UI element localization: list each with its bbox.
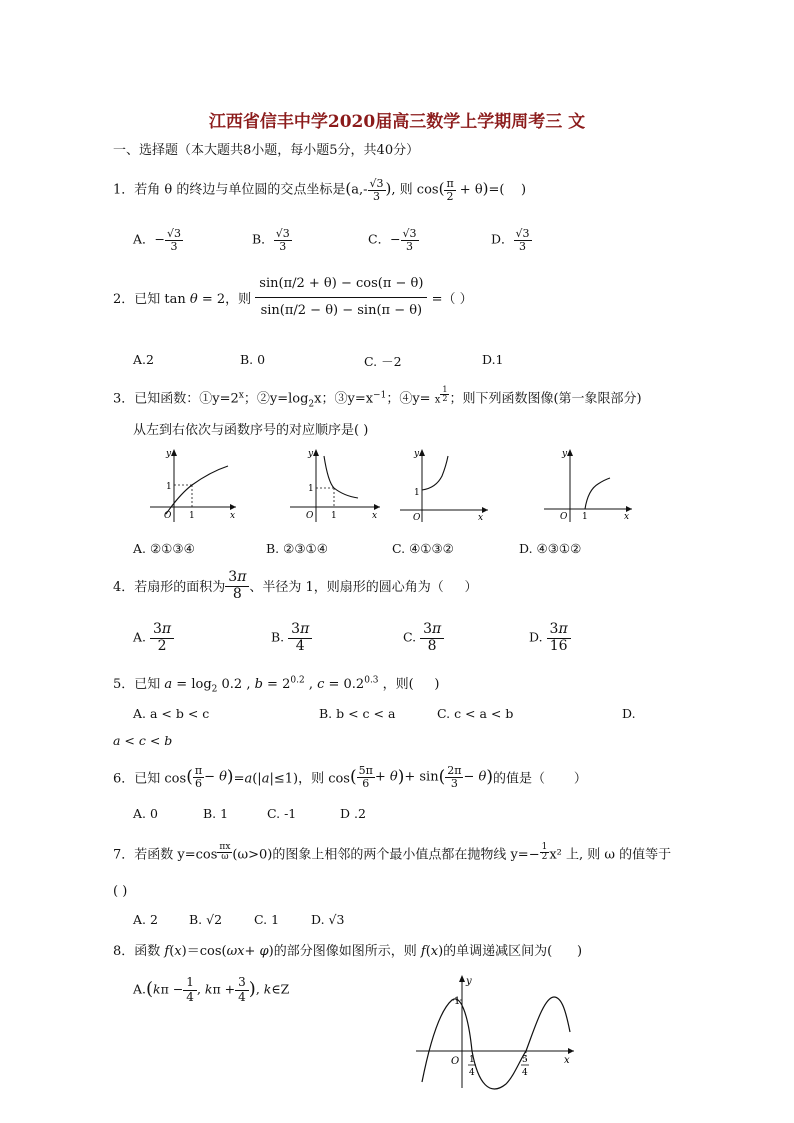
- q7-option-a[interactable]: A. 2: [133, 912, 158, 927]
- q2-option-b[interactable]: B. 0: [240, 352, 266, 367]
- svg-text:1: 1: [414, 488, 420, 498]
- svg-text:y: y: [166, 449, 172, 459]
- question-7: 7．若函数 y=cos $\frac{\pi x}{\omega}$ (ω>0)的图象上相邻的两个最小值点都在抛物线 y=− $\frac{1}{2}$ x² 上, 则 ω 的值等于: [113, 842, 672, 863]
- section-header: 一、选择题（本大题共8小题，每小题5分，共40分）: [113, 143, 420, 158]
- q2-option-d[interactable]: D.1: [482, 352, 504, 367]
- svg-text:O: O: [560, 512, 568, 522]
- svg-text:1: 1: [331, 511, 337, 521]
- q8-graph: [412, 972, 578, 1090]
- svg-text:x: x: [372, 511, 378, 521]
- q2-option-c[interactable]: C. －2: [364, 354, 402, 369]
- q7-option-d[interactable]: D. √3: [311, 912, 345, 927]
- svg-text:4: 4: [522, 1068, 528, 1078]
- q6-option-a[interactable]: A. 0: [133, 806, 158, 821]
- q1-option-a[interactable]: A．− $\frac{√3}{3}$: [133, 227, 182, 253]
- q3-graph-3: [396, 446, 492, 524]
- question-5: 5．已知 $a = \log_2 0.2$ , $b = 2^{0.2}$ , $c = 0.2^{0.3}$ ，则( ): [113, 675, 440, 695]
- svg-text:1: 1: [166, 482, 172, 492]
- q1-option-c[interactable]: C．− $\frac{√3}{3}$: [368, 227, 417, 253]
- svg-text:1: 1: [469, 1055, 475, 1065]
- q6-option-d[interactable]: D .2: [340, 806, 366, 821]
- q1-coord: (: [345, 179, 352, 198]
- svg-text:O: O: [451, 1056, 460, 1067]
- frac-sqrt3-over-3: $\frac{√3}{3}$: [369, 177, 384, 203]
- q3-option-d[interactable]: D. ④③①②: [519, 541, 582, 556]
- q4-option-c[interactable]: C. $\frac{3\pi}{8}$: [403, 621, 444, 653]
- q1-option-d[interactable]: D． $\frac{√3}{3}$: [491, 227, 530, 253]
- q5-option-d[interactable]: D.: [622, 706, 636, 721]
- q3-option-c[interactable]: C. ④①③②: [392, 541, 454, 556]
- q5-option-b[interactable]: B. b < c < a: [319, 706, 396, 721]
- q6-option-b[interactable]: B. 1: [203, 806, 229, 821]
- page-title: 江西省信丰中学2020届高三数学上学期周考三 文: [208, 112, 586, 132]
- svg-text:x: x: [478, 513, 484, 523]
- q5-option-d-value: a < c < b: [113, 733, 173, 748]
- q3-graph-2: [286, 446, 386, 524]
- svg-text:O: O: [413, 513, 421, 523]
- q4-option-a[interactable]: A. $\frac{3\pi}{2}$: [133, 621, 174, 653]
- q2-option-a[interactable]: A.2: [133, 352, 154, 367]
- svg-text:O: O: [306, 511, 314, 521]
- q4-option-d[interactable]: D. $\frac{3\pi}{16}$: [529, 621, 571, 653]
- svg-text:1: 1: [454, 996, 461, 1007]
- q4-option-b[interactable]: B. $\frac{3\pi}{4}$: [271, 621, 312, 653]
- svg-text:1: 1: [189, 511, 195, 521]
- q5-option-c[interactable]: C. c < a < b: [437, 706, 514, 721]
- question-3-line2: 从左到右依次与函数序号的对应顺序是( ): [133, 423, 369, 438]
- q3-option-a[interactable]: A. ②①③④: [133, 541, 195, 556]
- q7-option-b[interactable]: B. √2: [189, 912, 223, 927]
- svg-text:1: 1: [308, 484, 314, 494]
- question-2: 2．已知 tan θ = 2，则 $\frac{\sin(\pi/2 + \theta) - \cos(\pi - \theta)}{\sin(\pi/2 - \theta) - \sin(\pi - \theta)}$ =（ ）: [113, 276, 473, 318]
- svg-text:y: y: [562, 449, 568, 459]
- question-7-line2: ( ): [113, 884, 128, 899]
- q7-option-c[interactable]: C. 1: [254, 912, 280, 927]
- svg-text:y: y: [414, 449, 420, 459]
- svg-text:4: 4: [469, 1068, 475, 1078]
- q2-fraction: $\frac{\sin(\pi/2 + \theta) - \cos(\pi - \theta)}{\sin(\pi/2 - \theta) - \sin(\pi - \theta)}$: [255, 275, 427, 319]
- question-4: 4．若扇形的面积为 $\frac{3\pi}{8}$ 、半径为 1，则扇形的圆心角为（ ）: [113, 569, 478, 602]
- q3-graph-4: [540, 446, 636, 524]
- q8-option-a[interactable]: A.(kπ − $\frac{1}{4}$ , kπ + $\frac{3}{4}$ ), k∈Z: [133, 975, 290, 1004]
- svg-text:1: 1: [582, 512, 588, 522]
- svg-text:x: x: [564, 1055, 570, 1066]
- question-8: 8．函数 f(x)＝cos(ωx+ φ)的部分图像如图所示，则 f(x)的单调递减区间为( ): [113, 944, 583, 959]
- q3-option-b[interactable]: B. ②③①④: [266, 541, 328, 556]
- question-6: 6．已知 cos( $\frac{\pi}{6}$ − θ)=a(|a|≤1)，则 cos( $\frac{5\pi}{6}$ + θ)+ sin( $\frac{2\pi}{3}$ − θ)的值是（ ）: [113, 764, 587, 790]
- svg-text:5: 5: [522, 1055, 528, 1065]
- q3-graph-1: [140, 446, 240, 524]
- svg-text:y: y: [466, 976, 472, 987]
- q4-area: $\frac{3\pi}{8}$: [225, 569, 249, 601]
- svg-text:y: y: [308, 449, 314, 459]
- q6-option-c[interactable]: C. -1: [267, 806, 297, 821]
- svg-text:x: x: [230, 511, 236, 521]
- svg-text:O: O: [164, 511, 172, 521]
- q1-text: 1．若角 θ 的终边与单位圆的交点坐标是: [113, 182, 346, 198]
- question-1: 1．若角 θ 的终边与单位圆的交点坐标是(a,- $\frac{√3}{3}$ ), 则 cos( $\frac{\pi}{2}$ + θ)=( ): [113, 177, 527, 203]
- q1-option-b[interactable]: B． $\frac{√3}{3}$: [252, 227, 290, 253]
- svg-text:x: x: [624, 512, 630, 522]
- question-3: 3．已知函数：$①y=2^x$；$②y=\log_2x$；$③y=x^{-1}$；④y= x $^{\frac{1}{2}}$ ；则下列函数图像(第一象限部分): [113, 385, 642, 410]
- frac-pi-over-2: $\frac{\pi}{2}$: [446, 177, 454, 203]
- q5-option-a[interactable]: A. a < b < c: [133, 706, 210, 721]
